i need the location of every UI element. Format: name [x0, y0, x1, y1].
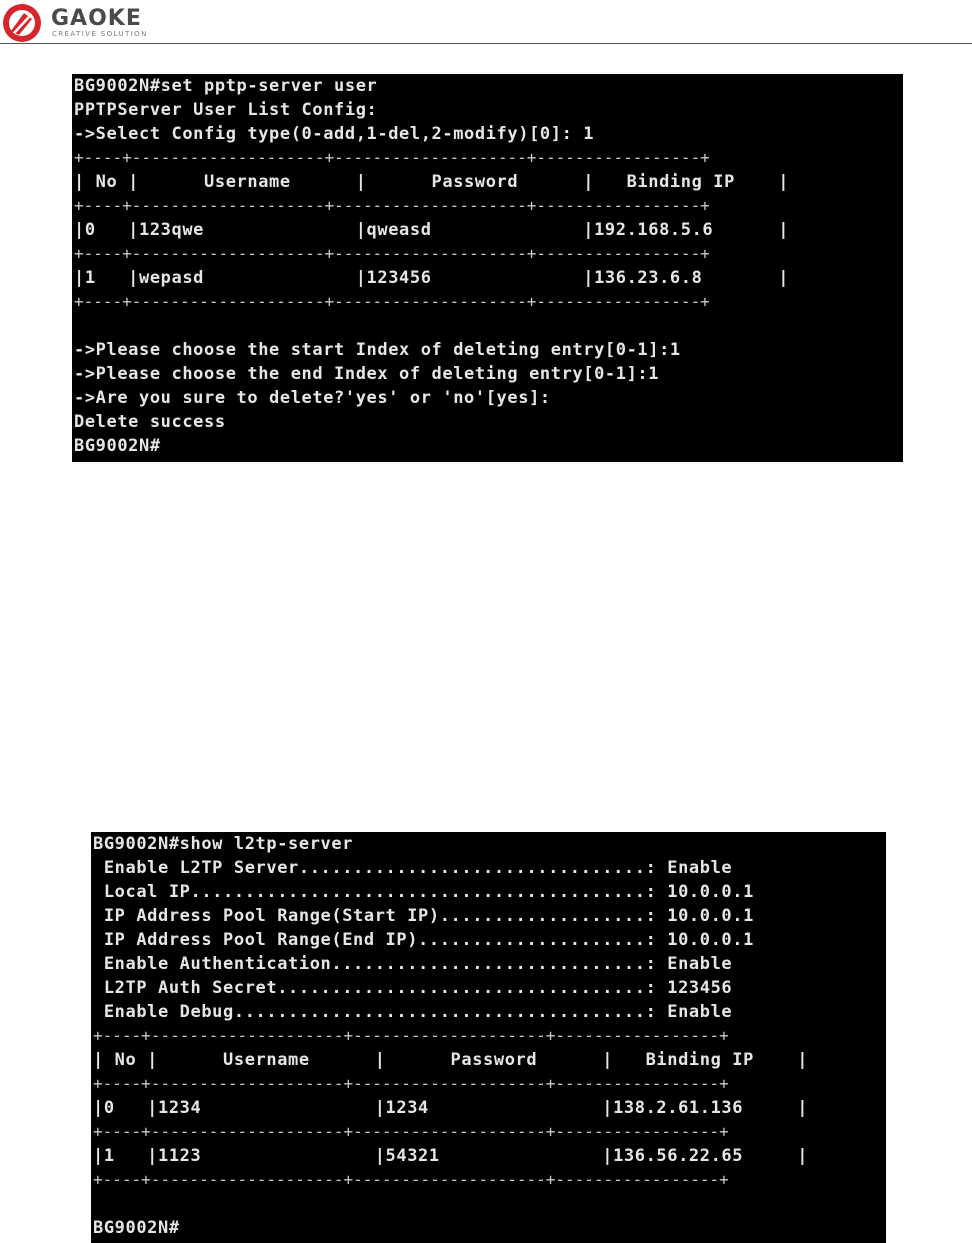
l2tp-terminal-line: BG9002N#	[93, 1218, 180, 1238]
pptp-terminal-line: ->Select Config type(0-add,1-del,2-modify)[0]: 1	[74, 124, 595, 144]
l2tp-terminal-line: +----+--------------------+--------------------+-----------------+	[93, 1026, 729, 1045]
l2tp-terminal-line: +----+--------------------+--------------------+-----------------+	[93, 1122, 729, 1141]
pptp-terminal-line: ->Please choose the end Index of deleting entry[0-1]:1	[74, 364, 660, 384]
l2tp-terminal-line: Enable Authentication.............................: Enable	[93, 954, 733, 974]
pptp-terminal-line: +----+--------------------+--------------------+-----------------+	[74, 292, 710, 311]
pptp-terminal-line: Delete success	[74, 412, 226, 432]
l2tp-terminal-line: Enable Debug......................................: Enable	[93, 1002, 733, 1022]
pptp-terminal-screenshot	[72, 74, 903, 462]
brand-name: GAOKE	[51, 6, 142, 31]
l2tp-terminal-line	[91, 1192, 886, 1216]
pptp-terminal-line: BG9002N#set pptp-server user	[74, 76, 378, 96]
l2tp-terminal-line: Enable L2TP Server................................: Enable	[93, 858, 733, 878]
l2tp-terminal-line: | No | Username | Password | Binding IP |	[93, 1050, 809, 1070]
pptp-terminal-line: ->Are you sure to delete?'yes' or 'no'[yes]:	[74, 388, 551, 408]
l2tp-terminal-screenshot	[91, 832, 886, 1243]
header-divider	[0, 43, 972, 44]
pptp-terminal-line: | No | Username | Password | Binding IP |	[74, 172, 790, 192]
pptp-terminal-line	[72, 314, 903, 338]
l2tp-terminal-line: |1 |1123 |54321 |136.56.22.65 |	[93, 1146, 809, 1166]
pptp-terminal-line: PPTPServer User List Config:	[74, 100, 378, 120]
pptp-terminal-line: |0 |123qwe |qweasd |192.168.5.6 |	[74, 220, 790, 240]
pptp-terminal-line: +----+--------------------+--------------------+-----------------+	[74, 244, 710, 263]
page-header	[0, 0, 972, 46]
pptp-terminal-line: |1 |wepasd |123456 |136.23.6.8 |	[74, 268, 790, 288]
pptp-terminal-line: ->Please choose the start Index of deleting entry[0-1]:1	[74, 340, 681, 360]
l2tp-terminal-line: L2TP Auth Secret..................................: 123456	[93, 978, 733, 998]
l2tp-terminal-line: IP Address Pool Range(Start IP)...................: 10.0.0.1	[93, 906, 754, 926]
pptp-terminal-line: +----+--------------------+--------------------+-----------------+	[74, 196, 710, 215]
pptp-terminal-line: +----+--------------------+--------------------+-----------------+	[74, 148, 710, 167]
l2tp-terminal-line: |0 |1234 |1234 |138.2.61.136 |	[93, 1098, 809, 1118]
l2tp-terminal-line: BG9002N#show l2tp-server	[93, 834, 354, 854]
l2tp-terminal-line: IP Address Pool Range(End IP).....................: 10.0.0.1	[93, 930, 754, 950]
l2tp-terminal-line: Local IP..........................................: 10.0.0.1	[93, 882, 754, 902]
brand-tagline: CREATIVE SOLUTION	[52, 30, 148, 38]
gaoke-logo-icon	[2, 3, 42, 43]
l2tp-terminal-line: +----+--------------------+--------------------+-----------------+	[93, 1074, 729, 1093]
l2tp-terminal-line: +----+--------------------+--------------------+-----------------+	[93, 1170, 729, 1189]
pptp-terminal-line: BG9002N#	[74, 436, 161, 456]
